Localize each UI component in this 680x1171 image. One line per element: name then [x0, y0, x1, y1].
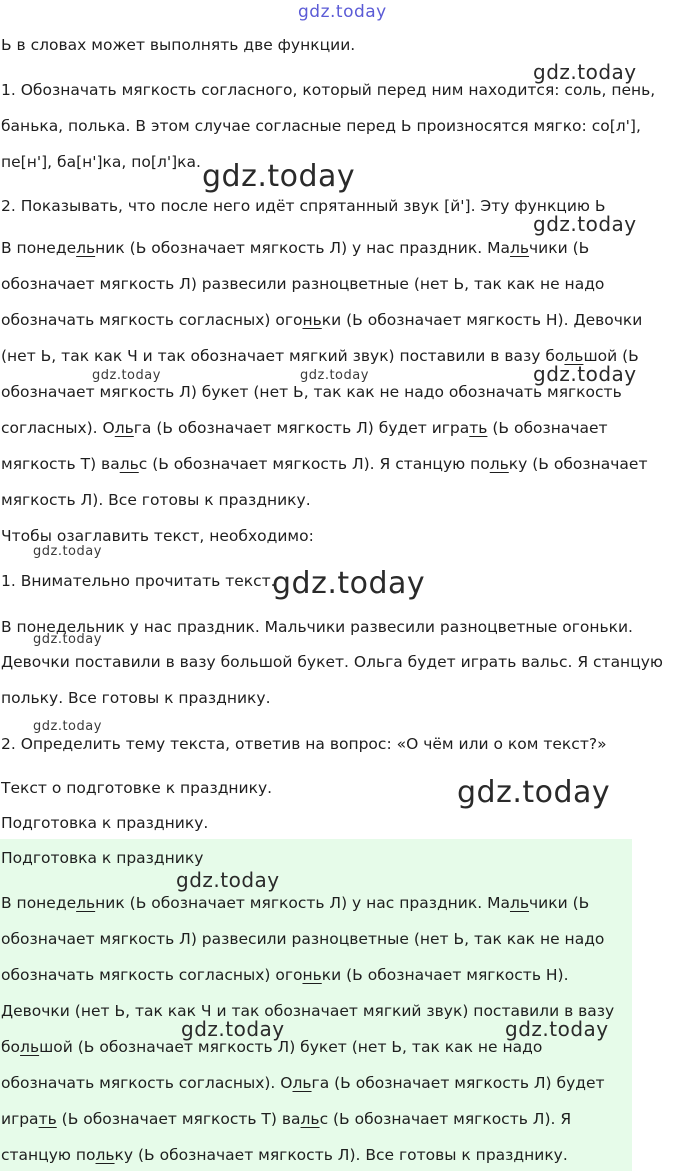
plain-text-line: В понедельник у нас праздник. Мальчики развесили разноцветные огоньки. — [1, 618, 633, 636]
watermark: gdz.today — [33, 544, 102, 559]
final-line: обозначать мягкость согласных) огоньки (Ь обозначает мягкость Н). — [1, 966, 569, 984]
title-answer: Подготовка к празднику. — [1, 814, 209, 832]
theme-text: Текст о подготовке к празднику. — [1, 779, 273, 797]
watermark: gdz.today — [533, 60, 637, 84]
final-line: большой (Ь обозначает мягкость Л) букет (нет Ь, так как не надо — [1, 1038, 543, 1056]
title-task: Чтобы озаглавить текст, необходимо: — [1, 527, 314, 545]
function-1-line-3: пе[н'], ба[н']ка, по[л']ка. — [1, 153, 201, 171]
final-line: В понедельник (Ь обозначает мягкость Л) у нас праздник. Мальчики (Ь — [1, 894, 590, 912]
analysis-line: обозначать мягкость согласных) огоньки (Ь обозначает мягкость Н). Девочки — [1, 311, 643, 329]
watermark: gdz.today — [181, 1017, 285, 1041]
analysis-line: обозначает мягкость Л) букет (нет Ь, так как не надо обозначать мягкость — [1, 383, 622, 401]
final-line: станцую польку (Ь обозначает мягкость Л). Все готовы к празднику. — [1, 1146, 568, 1164]
watermark: gdz.today — [92, 368, 161, 383]
step-1: 1. Внимательно прочитать текст. — [1, 572, 276, 590]
final-line: обозначает мягкость Л) развесили разноцветные (нет Ь, так как не надо — [1, 930, 605, 948]
analysis-line: В понедельник (Ь обозначает мягкость Л) у нас праздник. Мальчики (Ь — [1, 239, 590, 257]
watermark: gdz.today — [272, 566, 426, 601]
analysis-line: обозначает мягкость Л) развесили разноцветные (нет Ь, так как не надо — [1, 275, 605, 293]
watermark-top: gdz.today — [298, 2, 387, 22]
watermark: gdz.today — [176, 868, 280, 892]
plain-text-line: польку. Все готовы к празднику. — [1, 689, 271, 707]
analysis-line: (нет Ь, так как Ч и так обозначает мягкий звук) поставили в вазу большой (Ь — [1, 347, 639, 365]
final-line: Девочки (нет Ь, так как Ч и так обозначает мягкий звук) поставили в вазу — [1, 1002, 615, 1020]
watermark: gdz.today — [505, 1017, 609, 1041]
watermark: gdz.today — [33, 719, 102, 734]
analysis-line: мягкость Л). Все готовы к празднику. — [1, 491, 311, 509]
final-line: играть (Ь обозначает мягкость Т) вальс (Ь обозначает мягкость Л). Я — [1, 1110, 572, 1128]
final-line: обозначать мягкость согласных). Ольга (Ь обозначает мягкость Л) будет — [1, 1074, 605, 1092]
watermark: gdz.today — [300, 368, 369, 383]
watermark: gdz.today — [33, 632, 102, 647]
watermark: gdz.today — [202, 159, 356, 194]
plain-text-line: Девочки поставили в вазу большой букет. Ольга будет играть вальс. Я станцую — [1, 653, 663, 671]
analysis-line: согласных). Ольга (Ь обозначает мягкость Л) будет играть (Ь обозначает — [1, 419, 608, 437]
analysis-line: мягкость Т) вальс (Ь обозначает мягкость Л). Я станцую польку (Ь обозначает — [1, 455, 648, 473]
function-2: 2. Показывать, что после него идёт спрятанный звук [й']. Эту функцию Ь — [1, 197, 606, 215]
step-2: 2. Определить тему текста, ответив на вопрос: «О чём или о ком текст?» — [1, 735, 607, 753]
watermark: gdz.today — [457, 775, 611, 810]
function-1-line-1: 1. Обозначать мягкость согласного, который перед ним находится: соль, пень, — [1, 81, 656, 99]
watermark: gdz.today — [533, 212, 637, 236]
final-heading: Подготовка к празднику — [1, 849, 204, 867]
watermark: gdz.today — [533, 362, 637, 386]
function-1-line-2: банька, полька. В этом случае согласные перед Ь произносятся мягко: со[л'], — [1, 117, 641, 135]
intro-text: Ь в словах может выполнять две функции. — [1, 36, 356, 54]
